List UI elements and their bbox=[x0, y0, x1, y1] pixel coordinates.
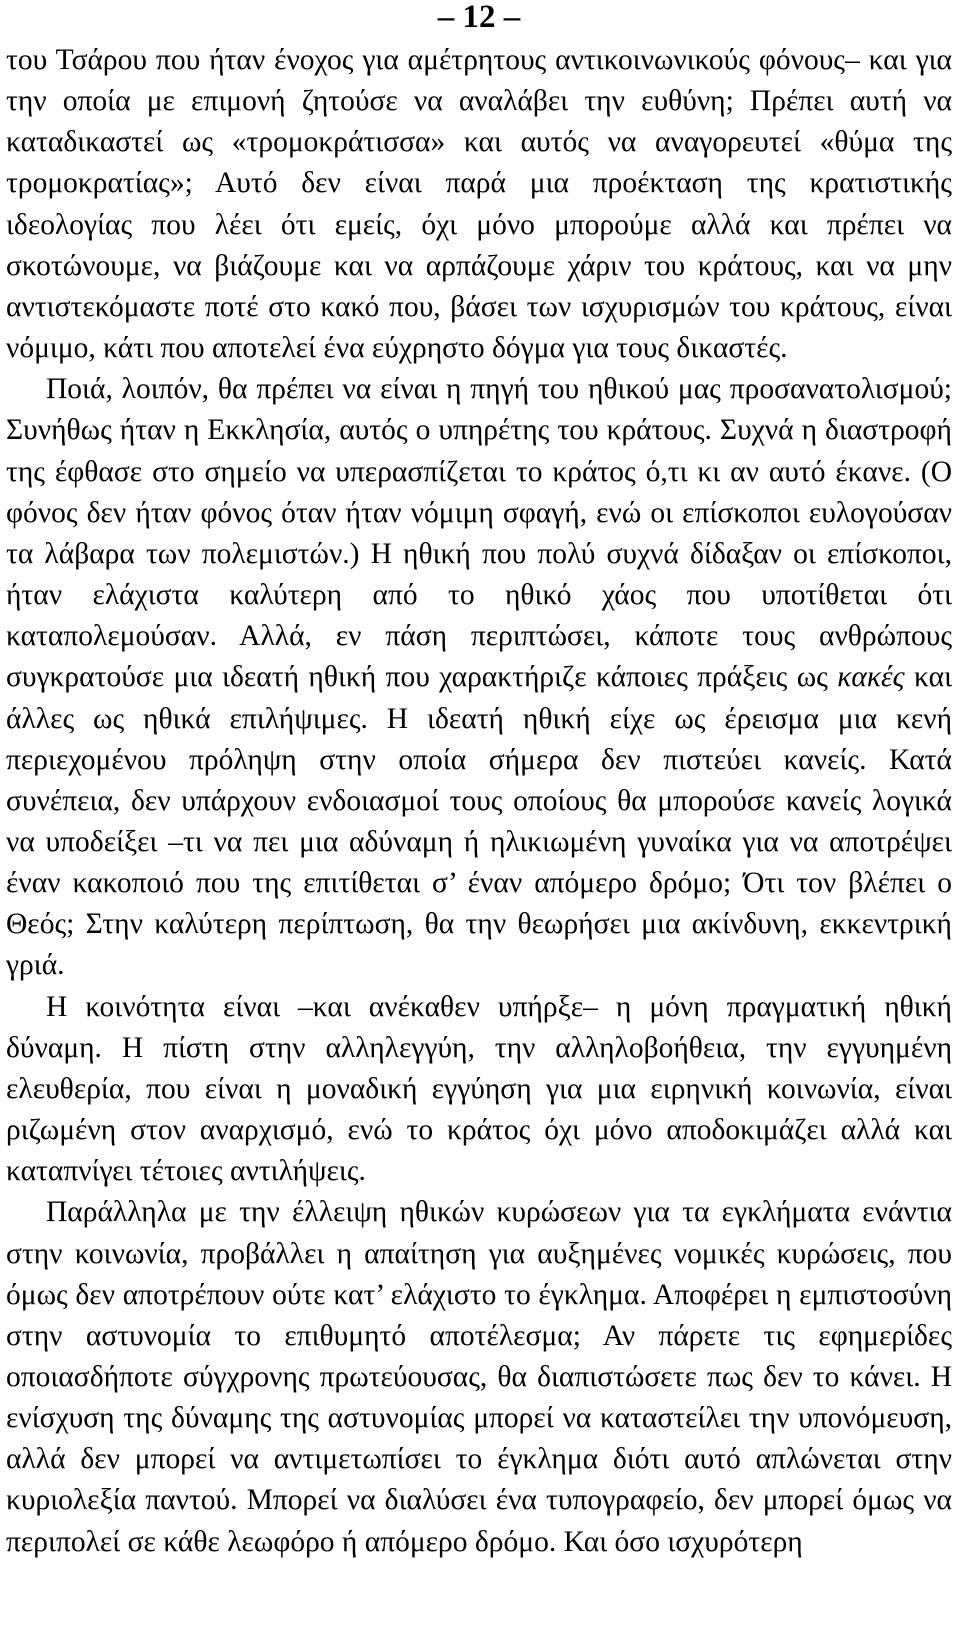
italic-word: κακές bbox=[837, 661, 905, 694]
page-number: – 12 – bbox=[437, 0, 521, 35]
paragraph-2-text-end: και άλλες ως ηθικά επιλήψιμες. Η ιδεατή ηθική είχε ως έρεισμα μια κενή περιεχομένου πρόληψη στην οποία σήμερα δεν πιστεύει κανείς. Κατά συνέπεια, δεν υπάρχουν ενδοιασμοί τους οποίους θα μπορούσε κανείς λογικά να υποδείξει –τι να πει μια αδύναμη ή ηλικιωμένη γυναίκα για να αποτρέψει έναν κακοποιό που της επιτίθεται σ’ έναν απόμερο δρόμο; Ότι τον βλέπει ο Θεός; Στην καλύτερη περίπτωση, θα την θεωρήσει μια ακίνδυνη, εκκεντρική γριά. bbox=[6, 661, 953, 982]
paragraph-3: Η κοινότητα είναι –και ανέκαθεν υπήρξε– η μόνη πραγματική ηθική δύναμη. Η πίστη στην αλληλεγγύη, την αλληλοβοήθεια, την εγγυημένη ελευθερία, που είναι η μοναδική εγγύηση για μια ειρηνική κοινωνία, είναι ριζωμένη στον αναρχισμό, ενώ το κράτος όχι μόνο αποδοκιμάζει αλλά και καταπνίγει τέτοιες αντιλήψεις. bbox=[6, 990, 952, 1188]
paragraph-4: Παράλληλα με την έλλειψη ηθικών κυρώσεων για τα εγκλήματα ενάντια στην κοινωνία, προβάλλει η απαίτηση για αυξημένες νομικές κυρώσεις, που όμως δεν αποτρέπουν ούτε κατ’ ελάχιστο το έγκλημα. Αποφέρει η εμπιστοσύνη στην αστυνομία το επιθυμητό αποτέλεσμα; Αν πάρετε τις εφημερίδες οποιασδήποτε σύγχρονης πρωτεύουσας, θα διαπιστώσετε πως δεν το κάνει. Η ενίσχυση της δύναμης της αστυνομίας μπορεί να καταστείλει την υπονόμευση, αλλά δεν μπορεί να αντιμετωπίσει το έγκλημα διότι αυτό απλώνεται στην κυριολεξία παντού. Μπορεί να διαλύσει ένα τυπογραφείο, δεν μπορεί όμως να περιπολεί σε κάθε λεωφόρο ή απόμερο δρόμο. Και όσο ισχυρότερη bbox=[6, 1196, 952, 1558]
paragraph-2 bbox=[6, 369, 952, 986]
document-page bbox=[6, 0, 952, 1563]
paragraph-2-text-start: Ποιά, λοιπόν, θα πρέπει να είναι η πηγή του ηθικού μας προσανατολισμού; Συνήθως ήταν η Εκκλησία, αυτός ο υπηρέτης του κράτους. Συχνά η διαστροφή της έφθασε στο σημείο να υπερασπίζεται το κράτος ό,τι κι αν αυτό έκανε. (Ο φόνος δεν ήταν φόνος όταν ήταν νόμιμη σφαγή, ενώ οι επίσκοποι ευλογούσαν τα λάβαρα των πολεμιστών.) Η ηθική που πολύ συχνά δίδαξαν οι επίσκοποι, ήταν ελάχιστα καλύτερη από το ηθικό χάος που υποτίθεται ότι καταπολεμούσαν. Αλλά, εν πάση περιπτώσει, κάποτε τους ανθρώπους συγκρατούσε μια ιδεατή ηθική που χαρακτήριζε κάποιες πράξεις ως bbox=[6, 373, 952, 694]
paragraph-1: του Τσάρου που ήταν ένοχος για αμέτρητους αντικοινωνικούς φόνους– και για την οποία με επιμονή ζητούσε να αναλάβει την ευθύνη; Πρέπει αυτή να καταδικαστεί ως «τρομοκράτισσα» και αυτός να αναγορευτεί «θύμα της τρομοκρατίας»; Αυτό δεν είναι παρά μια προέκταση της κρατιστικής ιδεολογίας που λέει ότι εμείς, όχι μόνο μπορούμε αλλά και πρέπει να σκοτώνουμε, να βιάζουμε και να αρπάζουμε χάριν του κράτους, και να μην αντιστεκόμαστε ποτέ στο κακό που, βάσει των ισχυρισμών του κράτους, είναι νόμιμο, κάτι που αποτελεί ένα εύχρηστο δόγμα για τους δικαστές. bbox=[6, 44, 952, 365]
